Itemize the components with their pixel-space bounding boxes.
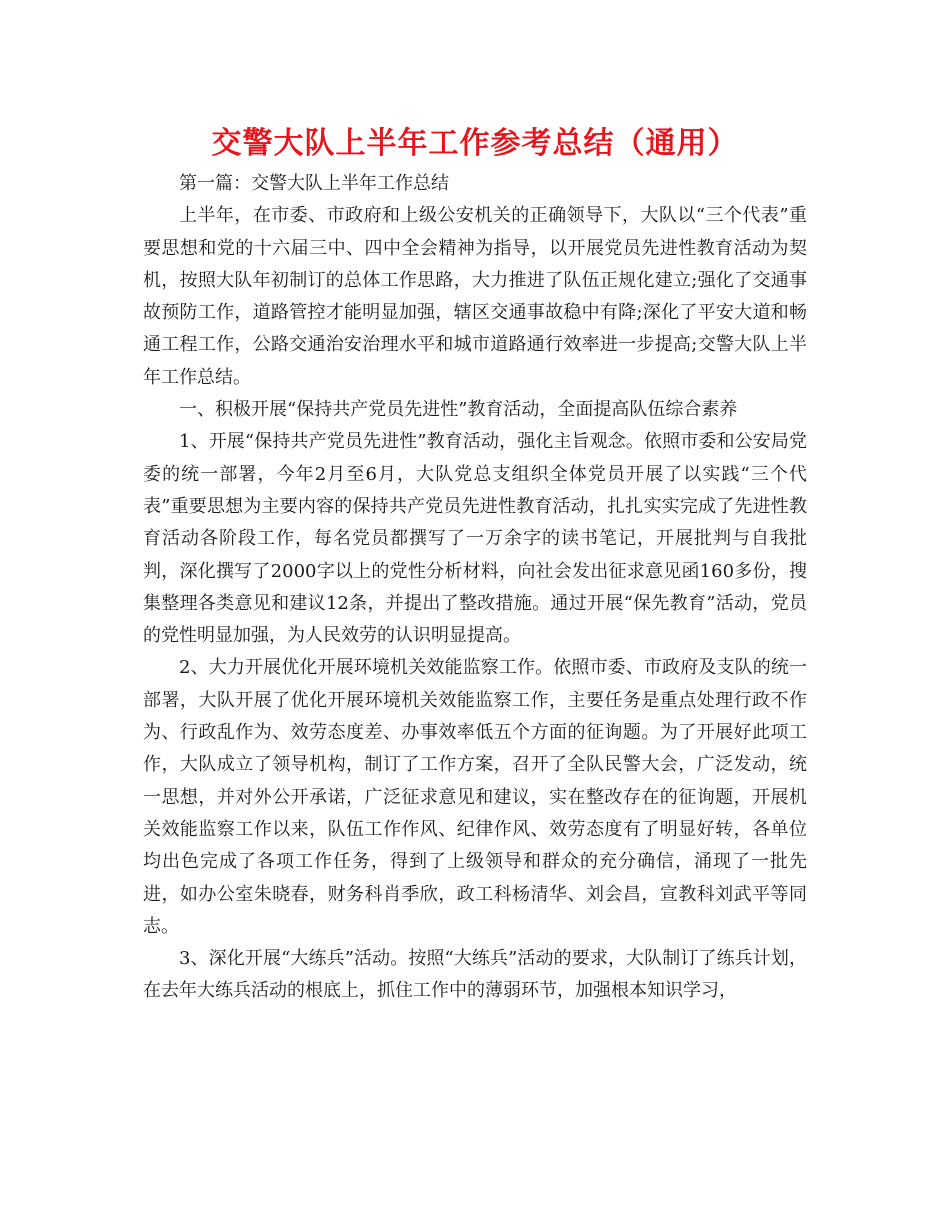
body-paragraph: 3、深化开展“大练兵”活动。按照“大练兵”活动的要求，大队制订了练兵计划，在去年大练兵活动的根底上，抓住工作中的薄弱环节，加强根本知识学习，: [143, 948, 807, 1002]
document-title: 交警大队上半年工作参考总结（通用）: [211, 126, 739, 161]
document-body: [143, 168, 807, 1008]
intro-paragraph: 上半年，在市委、市政府和上级公安机关的正确领导下，大队以“三个代表”重要思想和党的十六届三中、四中全会精神为指导，以开展党员先进性教育活动为契机，按照大队年初制订的总体工作思路，大力推进了队伍正规化建立;强化了交通事故预防工作，道路管控才能明显加强，辖区交通事故稳中有降;深化了平安大道和畅通工程工作，公路交通治安治理水平和城市道路通行效率进一步提高;交警大队上半年工作总结。: [143, 205, 807, 388]
section-heading: 一、积极开展“保持共产党员先进性”教育活动，全面提高队伍综合素养: [179, 399, 738, 421]
body-paragraph: 2、大力开展优化开展环境机关效能监察工作。依照市委、市政府及支队的统一部署，大队开展了优化开展环境机关效能监察工作，主要任务是重点处理行政不作为、行政乱作为、效劳态度差、办事效率低五个方面的征询题。为了开展好此项工作，大队成立了领导机构，制订了工作方案，召开了全队民警大会，广泛发动，统一思想，并对外公开承诺，广泛征求意见和建议，实在整改存在的征询题，开展机关效能监察工作以来，队伍工作作风、纪律作风、效劳态度有了明显好转，各单位均出色完成了各项工作任务，得到了上级领导和群众的充分确信，涌现了一批先进，如办公室朱晓春，财务科肖季欣，政工科杨清华、刘会昌，宣教科刘武平等同志。: [143, 657, 807, 937]
body-paragraph: 1、开展“保持共产党员先进性”教育活动，强化主旨观念。依照市委和公安局党委的统一部署，今年2月至6月，大队党总支组织全体党员开展了以实践“三个代表”重要思想为主要内容的保持共产党员先进性教育活动，扎扎实实完成了先进性教育活动各阶段工作，每名党员都撰写了一万余字的读书笔记，开展批判与自我批判，深化撰写了2000字以上的党性分析材料，向社会发出征求意见函160多份，搜集整理各类意见和建议12条，并提出了整改措施。通过开展“保先教育”活动，党员的党性明显加强，为人民效劳的认识明显提高。: [143, 431, 807, 647]
chapter-heading: 第一篇：交警大队上半年工作总结: [179, 173, 449, 194]
